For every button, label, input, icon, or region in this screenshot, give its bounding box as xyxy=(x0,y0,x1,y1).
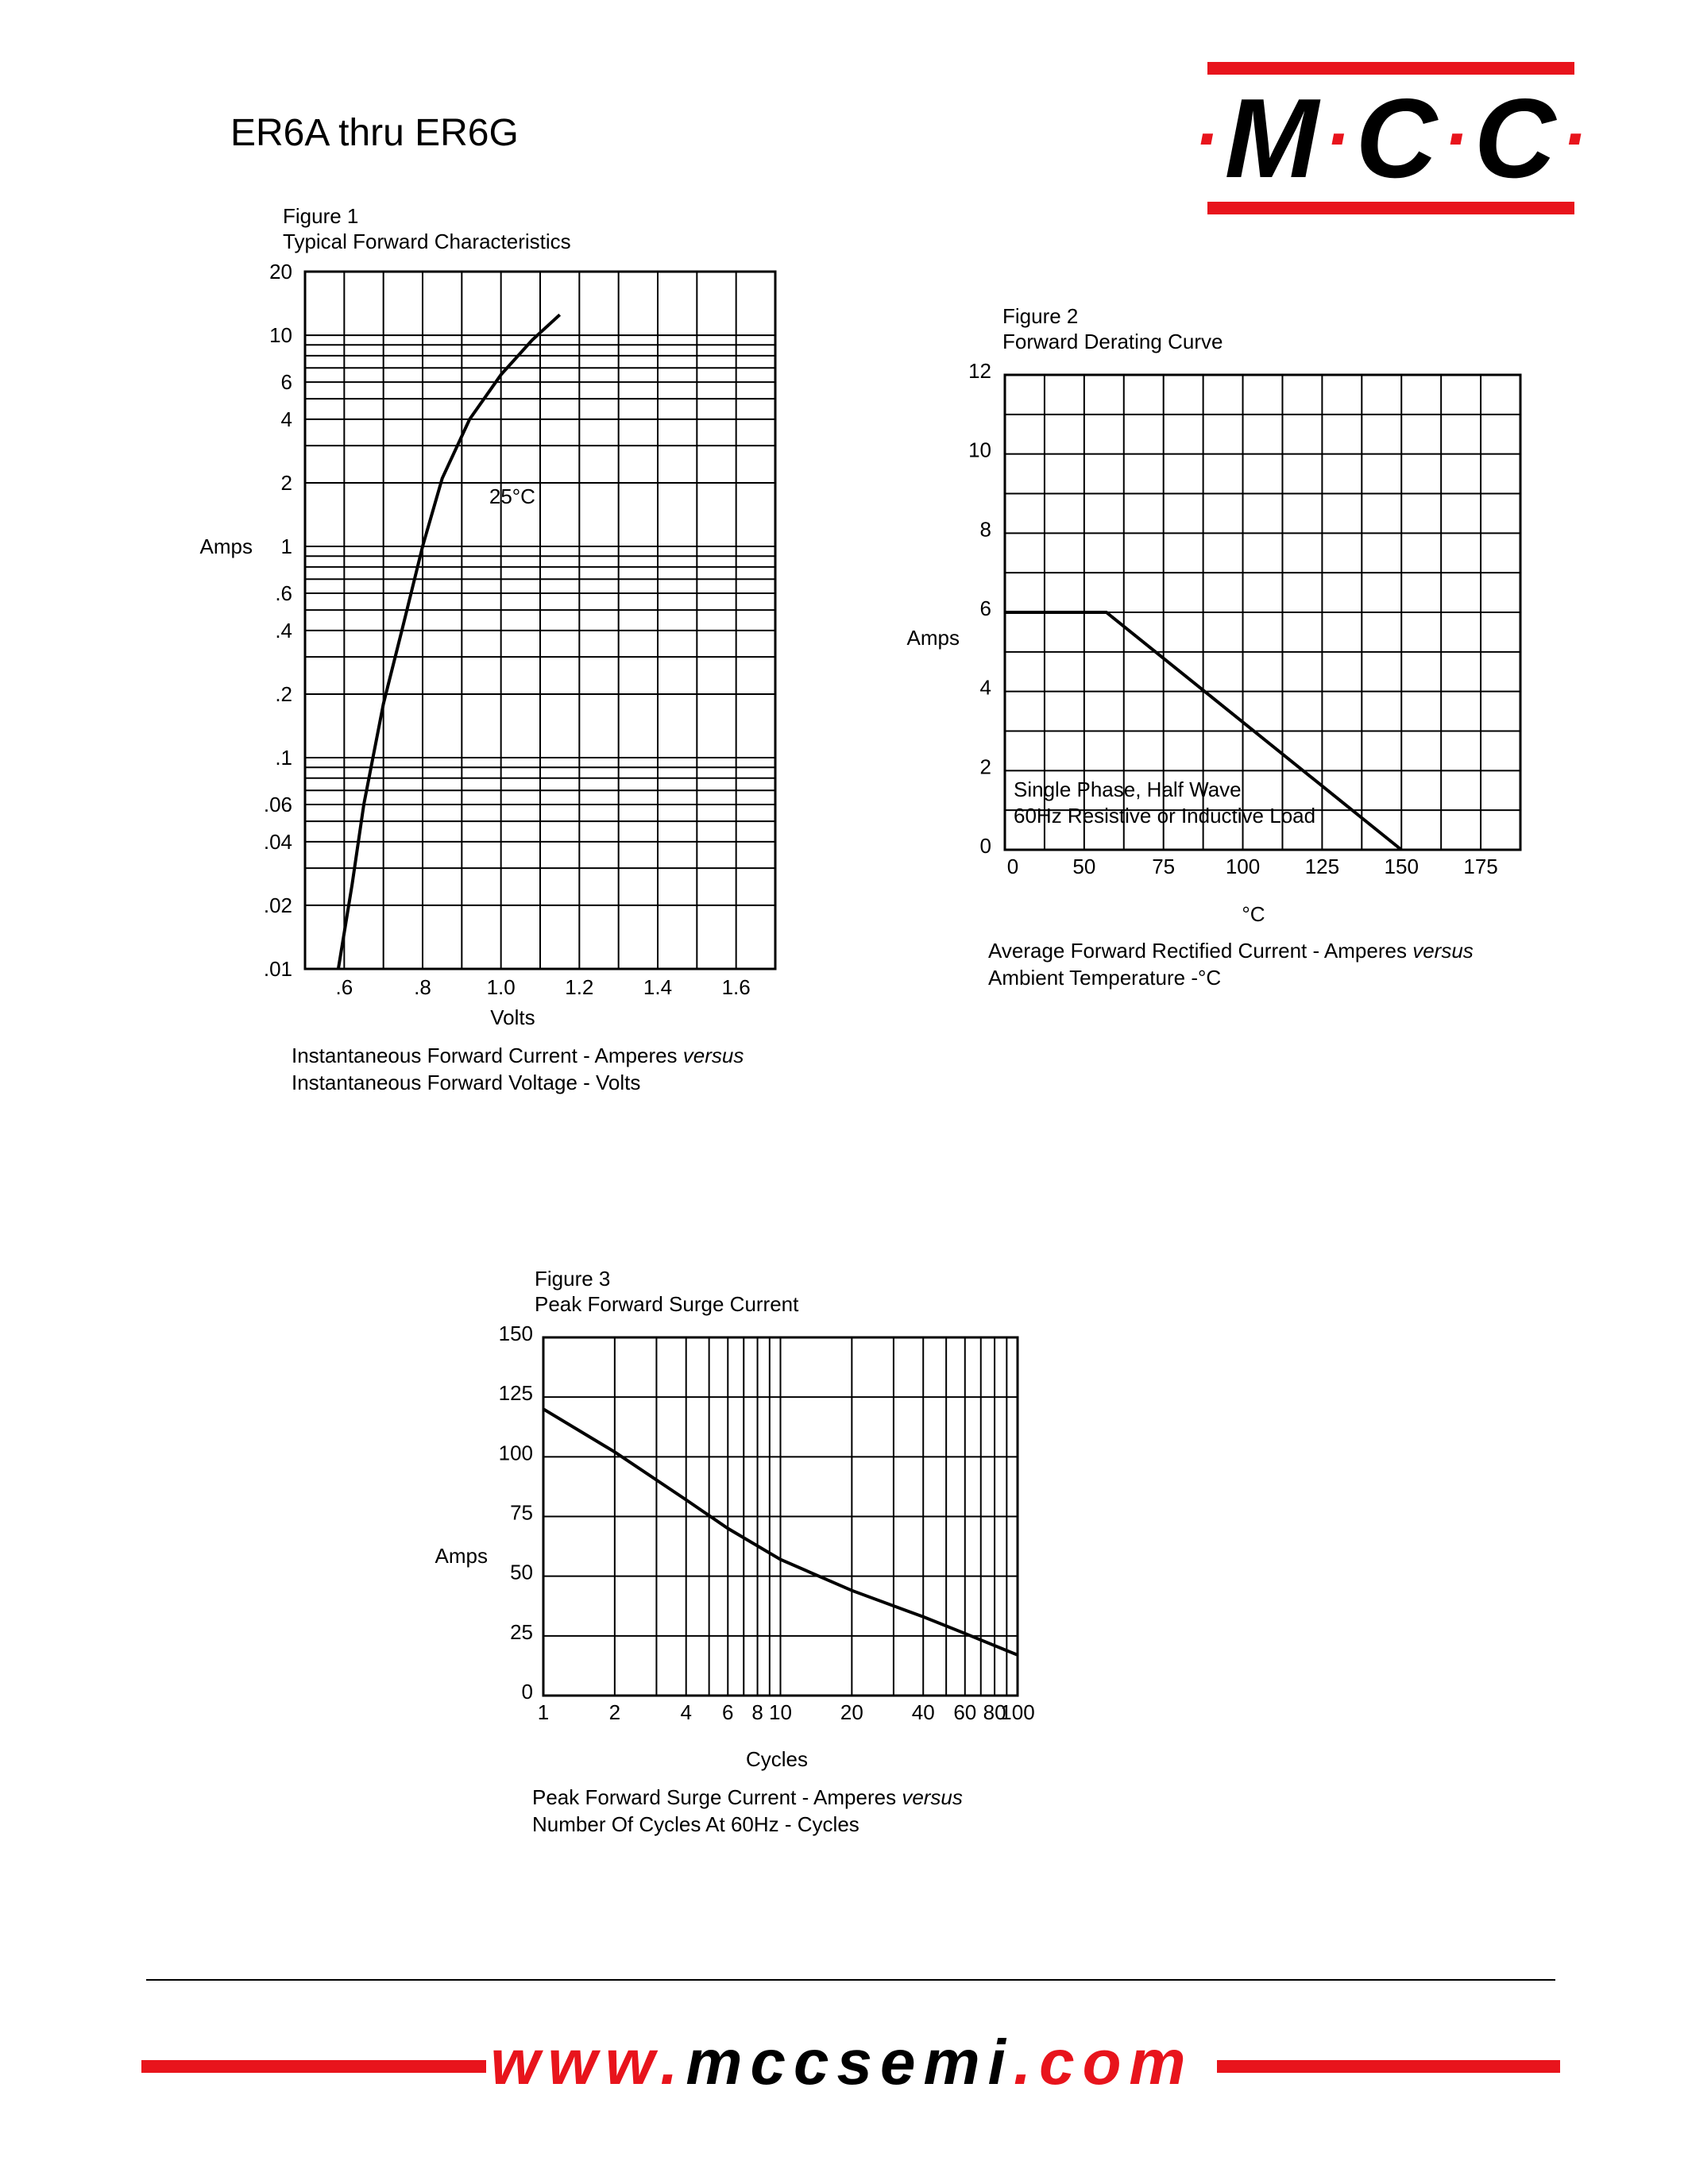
y-tick-label: 25 xyxy=(510,1619,533,1644)
y-axis-label: Amps xyxy=(906,626,960,650)
x-tick-label: 1.6 xyxy=(721,975,751,999)
figure3-label: Figure 3 xyxy=(535,1267,611,1291)
figure2-caption-line1: Average Forward Rectified Current - Amperes xyxy=(988,939,1407,963)
x-tick-label: 1.2 xyxy=(565,975,594,999)
x-tick-label: 80 xyxy=(983,1700,1006,1724)
footer-website[interactable] xyxy=(445,2027,1239,2098)
x-tick-label: 75 xyxy=(1152,855,1176,878)
x-tick-label: 60 xyxy=(953,1700,977,1724)
y-tick-label: .06 xyxy=(263,793,292,817)
x-tick-label: 6 xyxy=(722,1700,734,1724)
y-tick-label: .01 xyxy=(263,957,292,981)
y-tick-label: 6 xyxy=(280,370,292,395)
logo-dot: · xyxy=(1562,98,1588,179)
y-tick-label: 0 xyxy=(521,1680,533,1704)
figure3-footnote xyxy=(532,1784,963,1838)
x-tick-label: 20 xyxy=(840,1700,863,1724)
figure2-caption-line2: Ambient Temperature -°C xyxy=(988,966,1222,990)
figure1-caption-line2: Instantaneous Forward Voltage - Volts xyxy=(292,1071,641,1094)
y-tick-label: 125 xyxy=(498,1381,533,1406)
figure3-chart xyxy=(0,1191,1688,1827)
figure2-footnote xyxy=(988,937,1474,991)
y-tick-label: .1 xyxy=(275,746,292,770)
x-tick-label: 100 xyxy=(1225,855,1261,878)
x-tick-label: 8 xyxy=(751,1700,763,1724)
logo-letter-c2: C xyxy=(1474,75,1558,202)
logo-dot: · xyxy=(1443,98,1470,179)
y-tick-label: 75 xyxy=(510,1500,533,1525)
footer-domain: mccsemi xyxy=(686,2027,1014,2097)
y-tick-label: .02 xyxy=(263,893,292,917)
x-tick-label: .8 xyxy=(414,975,431,999)
figure1-title: Typical Forward Characteristics xyxy=(283,230,571,253)
logo-dot: · xyxy=(1194,98,1220,179)
logo-letter-c1: C xyxy=(1355,75,1439,202)
figure3-title: Peak Forward Surge Current xyxy=(535,1292,799,1316)
y-tick-label: 4 xyxy=(280,407,292,431)
figure3-caption-line1: Peak Forward Surge Current - Amperes xyxy=(532,1785,897,1809)
chart-note-line2: 60Hz Resistive or Inductive Load xyxy=(1014,804,1316,828)
footer-tld: .com xyxy=(1013,2027,1194,2097)
y-tick-label: 4 xyxy=(979,675,991,700)
figure2-caption-versus: versus xyxy=(1412,939,1474,963)
x-tick-label: 1 xyxy=(537,1700,550,1724)
figure1-caption-line1: Instantaneous Forward Current - Amperes xyxy=(292,1044,678,1067)
logo-letter-m: M xyxy=(1224,75,1320,202)
x-tick-label: 1.4 xyxy=(643,975,673,999)
x-tick-label: 175 xyxy=(1463,855,1498,878)
x-tick-label: 100 xyxy=(1000,1700,1035,1724)
x-tick-label: 10 xyxy=(769,1700,792,1724)
y-tick-label: 0 xyxy=(979,834,991,858)
figure1-caption-versus: versus xyxy=(682,1044,744,1067)
x-axis-label: °C xyxy=(1242,902,1265,926)
x-axis-label: Volts xyxy=(490,1005,535,1029)
y-tick-label: .6 xyxy=(275,581,292,606)
y-tick-label: 2 xyxy=(979,754,991,779)
y-tick-label: 1 xyxy=(280,534,292,559)
y-tick-label: 20 xyxy=(269,260,292,284)
y-tick-label: 10 xyxy=(269,323,292,348)
page-title: ER6A thru ER6G xyxy=(230,112,519,154)
y-tick-label: 2 xyxy=(280,470,292,495)
y-tick-label: 150 xyxy=(498,1322,533,1345)
figure2-title: Forward Derating Curve xyxy=(1002,330,1223,353)
x-tick-label: 150 xyxy=(1384,855,1419,878)
footer-right-bar xyxy=(1217,2060,1560,2073)
footer-divider xyxy=(146,1979,1555,1981)
x-tick-label: 50 xyxy=(1072,855,1096,878)
y-tick-label: 6 xyxy=(979,596,991,620)
figure3-caption-line2: Number Of Cycles At 60Hz - Cycles xyxy=(532,1812,859,1836)
footer-www: www. xyxy=(490,2027,686,2097)
y-tick-label: .4 xyxy=(275,618,292,642)
footer-left-bar xyxy=(141,2060,486,2073)
y-tick-label: 10 xyxy=(968,438,991,462)
y-tick-label: 100 xyxy=(498,1441,533,1465)
x-tick-label: 125 xyxy=(1304,855,1340,878)
y-tick-label: 12 xyxy=(968,359,991,383)
figure3-caption-versus: versus xyxy=(902,1785,963,1809)
x-tick-label: 1.0 xyxy=(486,975,516,999)
y-tick-label: .2 xyxy=(275,681,292,706)
chart-note-line1: Single Phase, Half Wave xyxy=(1014,778,1242,801)
figure1-label: Figure 1 xyxy=(283,204,359,228)
x-tick-label: 4 xyxy=(680,1700,692,1724)
temperature-annotation: 25°C xyxy=(489,484,535,508)
y-tick-label: 8 xyxy=(979,517,991,542)
y-tick-label: .04 xyxy=(263,829,292,854)
x-axis-label: Cycles xyxy=(745,1747,809,1771)
logo-dot: · xyxy=(1324,98,1351,179)
x-tick-label: .6 xyxy=(335,975,353,999)
y-axis-label: Amps xyxy=(435,1544,488,1568)
x-tick-label: 40 xyxy=(911,1700,935,1724)
figure2-label: Figure 2 xyxy=(1002,304,1079,328)
x-tick-label: 2 xyxy=(608,1700,621,1724)
y-axis-label: Amps xyxy=(199,534,253,558)
x-tick-label: 0 xyxy=(1006,855,1019,878)
y-tick-label: 50 xyxy=(510,1560,533,1584)
